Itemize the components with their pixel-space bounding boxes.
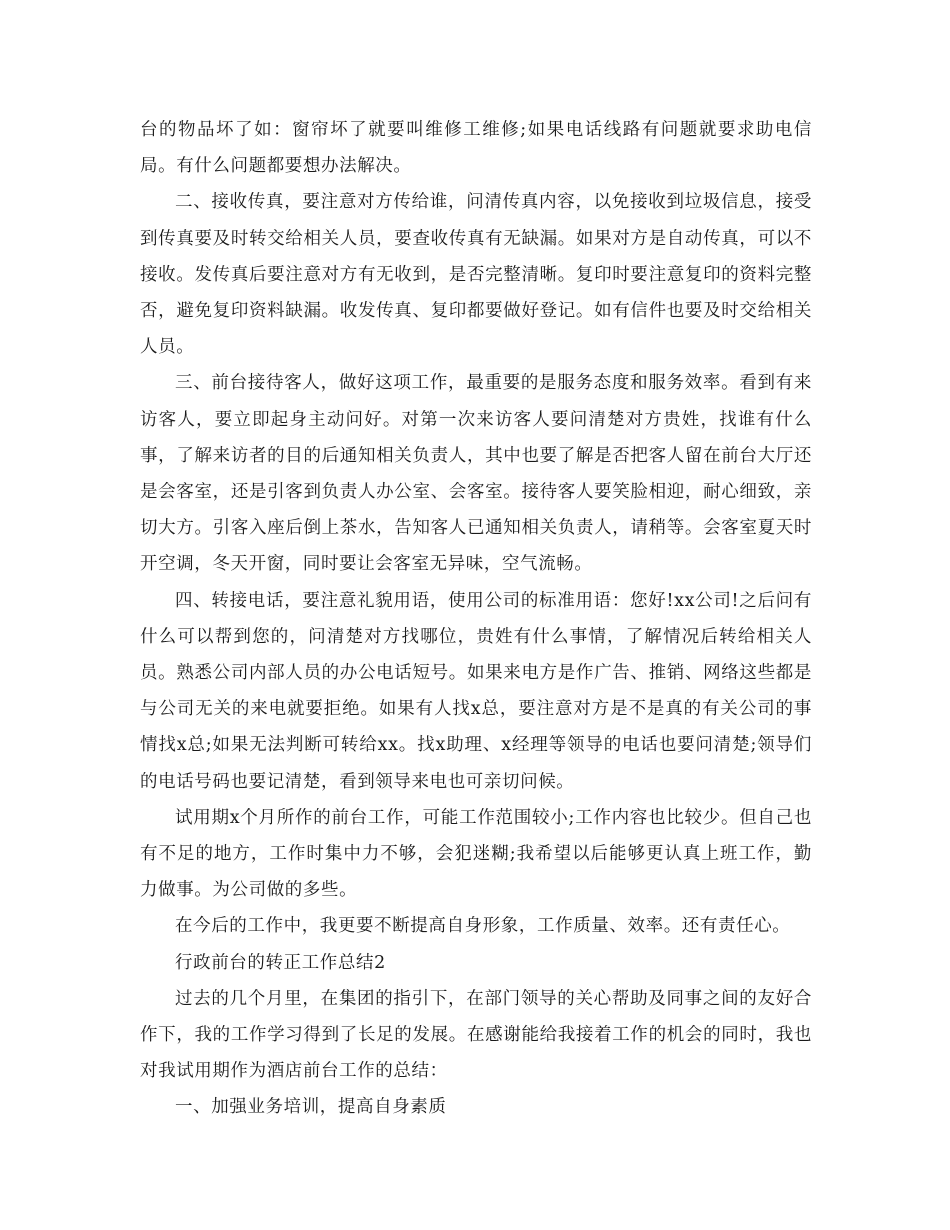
paragraph-8: 一、加强业务培训，提高自身素质 <box>175 1097 447 1118</box>
document-body <box>140 112 812 1126</box>
section-heading: 行政前台的转正工作总结2 <box>175 952 386 973</box>
paragraph-7: 过去的几个月里，在集团的指引下，在部门领导的关心帮助及同事之间的友好合作下，我的工作学习得到了长足的发展。在感谢能给我接着工作的机会的同时，我也对我试用期作为酒店前台工作的总结： <box>140 988 812 1082</box>
paragraph-1: 台的物品坏了如：窗帘坏了就要叫维修工维修;如果电话线路有问题就要求助电信局。有什么问题都要想办法解决。 <box>140 120 812 177</box>
paragraph-4: 四、转接电话，要注意礼貌用语，使用公司的标准用语：您好!xx公司!之后问有什么可以帮到您的，问清楚对方找哪位，贵姓有什么事情，了解情况后转给相关人员。熟悉公司内部人员的办公电话短号。如果来电方是作广告、推销、网络这些都是与公司无关的来电就要拒绝。如果有人找x总，要注意对方是不是真的有关公司的事情找x总;如果无法判断可转给xx。找x助理、x经理等领导的电话也要问清楚;领导们的电话号码也要记清楚，看到领导来电也可亲切问候。 <box>140 590 812 792</box>
paragraph-5: 试用期x个月所作的前台工作，可能工作范围较小;工作内容也比较少。但自己也有不足的地方，工作时集中力不够，会犯迷糊;我希望以后能够更认真上班工作，勤力做事。为公司做的多些。 <box>140 807 812 901</box>
paragraph-3: 三、前台接待客人，做好这项工作，最重要的是服务态度和服务效率。看到有来访客人，要立即起身主动问好。对第一次来访客人要问清楚对方贵姓，找谁有什么事，了解来访者的目的后通知相关负责人，其中也要了解是否把客人留在前台大厅还是会客室，还是引客到负责人办公室、会客室。接待客人要笑脸相迎，耐心细致，亲切大方。引客入座后倒上茶水，告知客人已通知相关负责人，请稍等。会客室夏天时开空调，冬天开窗，同时要让会客室无异味，空气流畅。 <box>140 373 812 575</box>
paragraph-6: 在今后的工作中，我更要不断提高自身形象，工作质量、效率。还有责任心。 <box>175 916 791 937</box>
paragraph-2: 二、接收传真，要注意对方传给谁，问清传真内容，以免接收到垃圾信息，接受到传真要及时转交给相关人员，要查收传真有无缺漏。如果对方是自动传真，可以不接收。发传真后要注意对方有无收到，是否完整清晰。复印时要注意复印的资料完整否，避免复印资料缺漏。收发传真、复印都要做好登记。如有信件也要及时交给相关人员。 <box>140 192 812 358</box>
